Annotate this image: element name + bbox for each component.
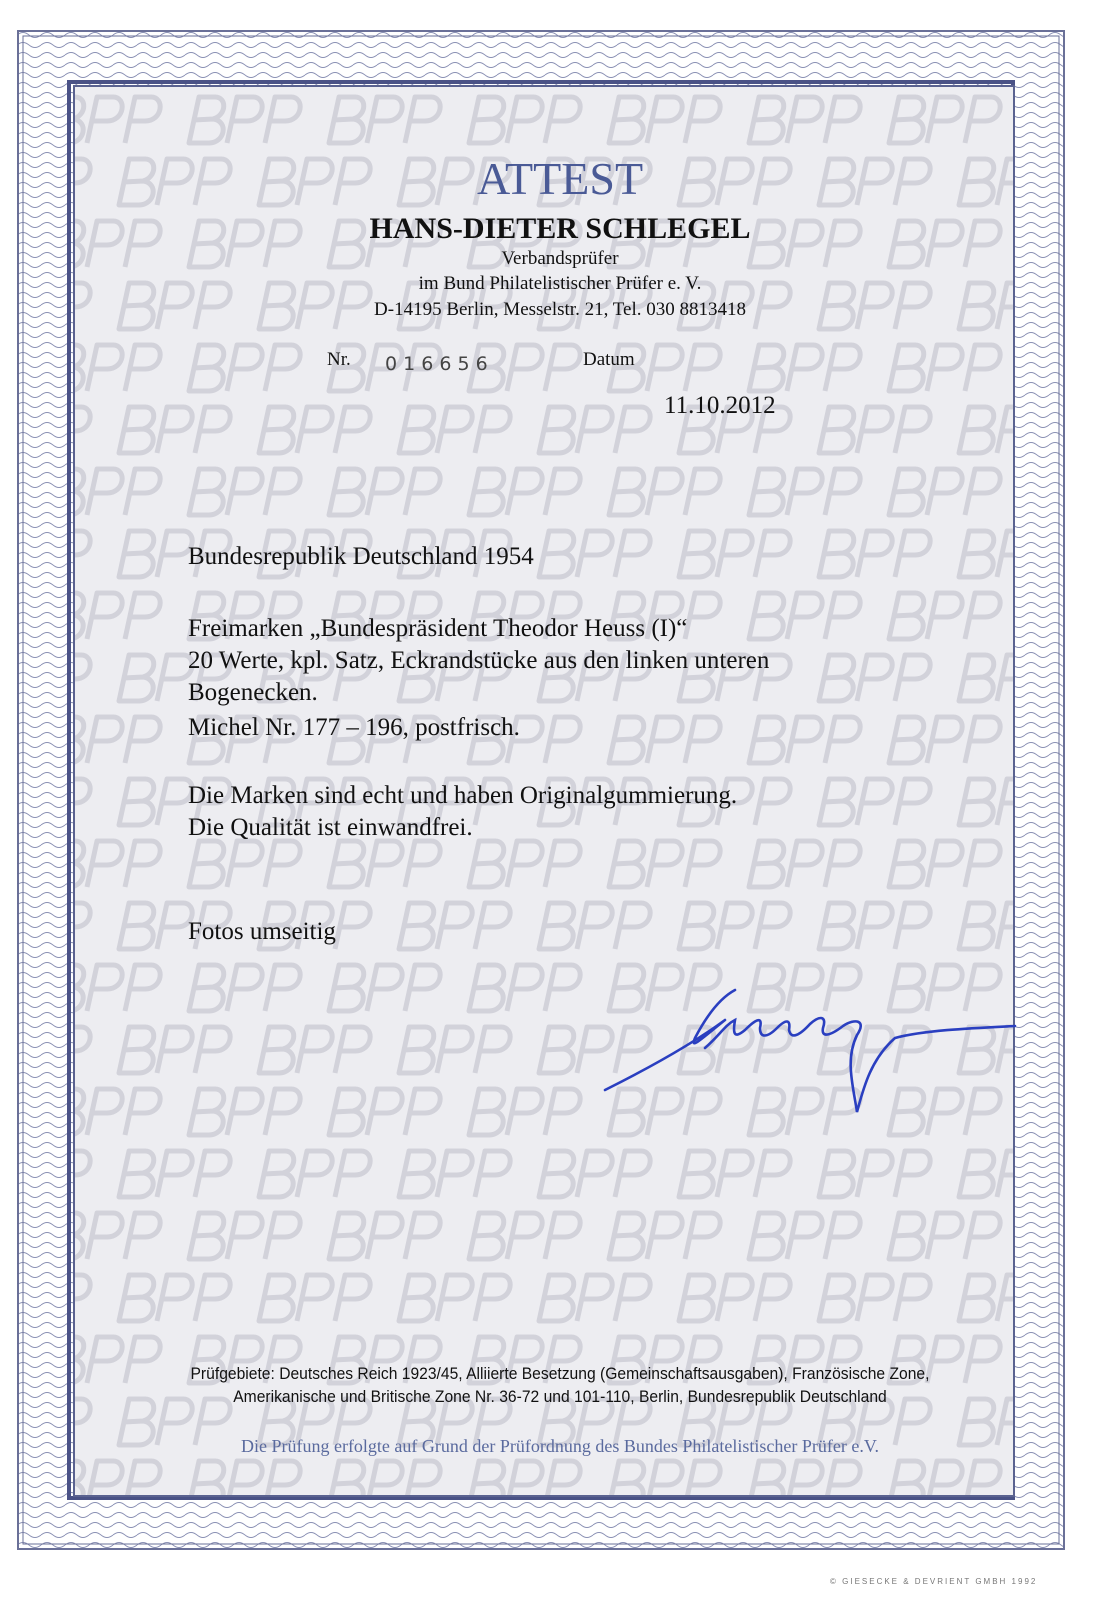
body-line: Bogenecken. bbox=[188, 679, 318, 706]
title: ATTEST bbox=[476, 153, 644, 204]
body-line: Die Marken sind echt und haben Originalgummierung. bbox=[188, 782, 738, 809]
signature bbox=[595, 980, 1020, 1120]
copyright: © GIESECKE & DEVRIENT GMBH 1992 bbox=[830, 1577, 1038, 1586]
datum-label: Datum bbox=[583, 349, 635, 370]
nr-label: Nr. bbox=[327, 349, 351, 370]
body-line: 20 Werte, kpl. Satz, Eckrandstücke aus den linken unteren bbox=[188, 647, 770, 674]
footer-line: Amerikanische und Britische Zone Nr. 36-72 und 101-110, Berlin, Bundesrepublik Deutschland bbox=[233, 1387, 887, 1406]
examiner-org: im Bund Philatelistischer Prüfer e. V. bbox=[418, 273, 702, 294]
footer-note: Die Prüfung erfolgte auf Grund der Prüfordnung des Bundes Philatelistischer Prüfer e.V. bbox=[240, 1436, 880, 1456]
examiner-address: D-14195 Berlin, Messelstr. 21, Tel. 030 8813418 bbox=[374, 299, 746, 320]
body-line: Michel Nr. 177 – 196, postfrisch. bbox=[188, 714, 520, 741]
certificate-number: 0 1 6 6 5 6 bbox=[385, 353, 488, 375]
body-line: Freimarken „Bundespräsident Theodor Heuss (I)“ bbox=[188, 615, 688, 642]
body-line: Fotos umseitig bbox=[188, 918, 336, 945]
body-line: Bundesrepublik Deutschland 1954 bbox=[188, 543, 534, 570]
examiner-role: Verbandsprüfer bbox=[501, 248, 619, 269]
certificate-date: 11.10.2012 bbox=[664, 392, 776, 419]
body-line: Die Qualität ist einwandfrei. bbox=[188, 814, 473, 841]
examiner-name: HANS-DIETER SCHLEGEL bbox=[369, 212, 751, 245]
footer-line: Prüfgebiete: Deutsches Reich 1923/45, Alliierte Besetzung (Gemeinschaftsausgaben), Französische Zone, bbox=[190, 1364, 930, 1383]
